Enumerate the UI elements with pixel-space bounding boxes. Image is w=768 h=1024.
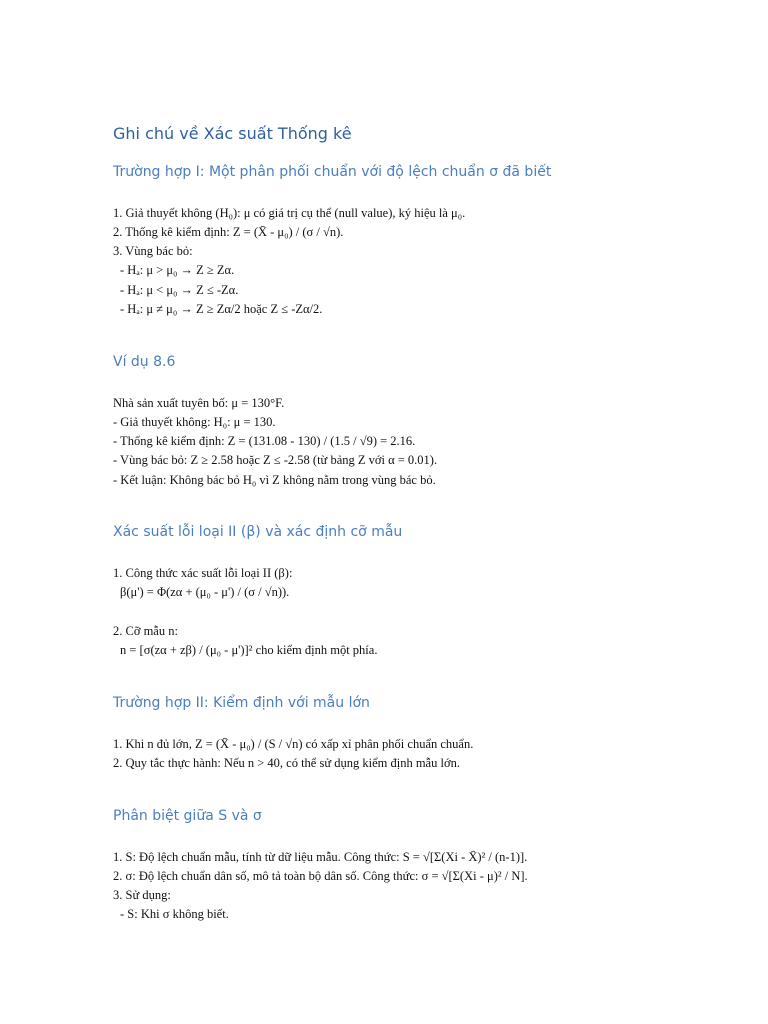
body-line: - Giả thuyết không: H₀: μ = 130.	[113, 415, 276, 429]
body-line: 3. Vùng bác bỏ:	[113, 244, 193, 258]
body-line: 2. σ: Độ lệch chuẩn dân số, mô tả toàn bộ dân số. Công thức: σ = √[Σ(Xi - μ)² / N].	[113, 869, 528, 883]
section-heading-case-1: Trường hợp I: Một phân phối chuẩn với độ lệch chuẩn σ đã biết	[113, 164, 552, 180]
body-line: β(μ') = Φ(zα + (μ₀ - μ') / (σ / √n)).	[120, 585, 290, 599]
body-line: 2. Cỡ mẫu n:	[113, 624, 178, 638]
body-line: - Thống kê kiểm định: Z = (131.08 - 130) / (1.5 / √9) = 2.16.	[113, 434, 416, 448]
body-line: 1. Giả thuyết không (H₀): μ có giá trị cụ thể (null value), ký hiệu là μ₀.	[113, 206, 466, 220]
body-line: - Hₐ: μ < μ₀ → Z ≤ -Zα.	[120, 283, 239, 297]
document-title: Ghi chú về Xác suất Thống kê	[113, 124, 352, 143]
section-heading-case-2: Trường hợp II: Kiểm định với mẫu lớn	[113, 695, 370, 711]
body-line: - Kết luận: Không bác bỏ H₀ vì Z không nằm trong vùng bác bỏ.	[113, 473, 436, 487]
body-line: Nhà sản xuất tuyên bố: μ = 130°F.	[113, 396, 285, 410]
section-heading-s-vs-sigma: Phân biệt giữa S và σ	[113, 808, 262, 824]
body-line: 1. Công thức xác suất lỗi loại II (β):	[113, 566, 293, 580]
body-line: - Vùng bác bỏ: Z ≥ 2.58 hoặc Z ≤ -2.58 (từ bảng Z với α = 0.01).	[113, 453, 438, 467]
body-line: 1. S: Độ lệch chuẩn mẫu, tính từ dữ liệu mẫu. Công thức: S = √[Σ(Xi - X̄)² / (n-1)].	[113, 850, 528, 864]
body-line: 1. Khi n đủ lớn, Z = (X̄ - μ₀) / (S / √n) có xấp xỉ phân phối chuẩn chuẩn.	[113, 737, 474, 751]
section-heading-type-2-error: Xác suất lỗi loại II (β) và xác định cỡ mẫu	[113, 524, 403, 540]
body-line: 3. Sử dụng:	[113, 888, 171, 902]
body-line: 2. Thống kê kiểm định: Z = (X̄ - μ₀) / (σ / √n).	[113, 225, 344, 239]
body-line: n = [σ(zα + zβ) / (μ₀ - μ')]² cho kiểm định một phía.	[120, 643, 378, 657]
body-line: - S: Khi σ không biết.	[120, 907, 229, 921]
body-line: - Hₐ: μ ≠ μ₀ → Z ≥ Zα/2 hoặc Z ≤ -Zα/2.	[120, 302, 323, 316]
body-line: - Hₐ: μ > μ₀ → Z ≥ Zα.	[120, 263, 235, 277]
body-line: 2. Quy tắc thực hành: Nếu n > 40, có thể sử dụng kiểm định mẫu lớn.	[113, 756, 460, 770]
section-heading-example: Ví dụ 8.6	[113, 354, 176, 370]
